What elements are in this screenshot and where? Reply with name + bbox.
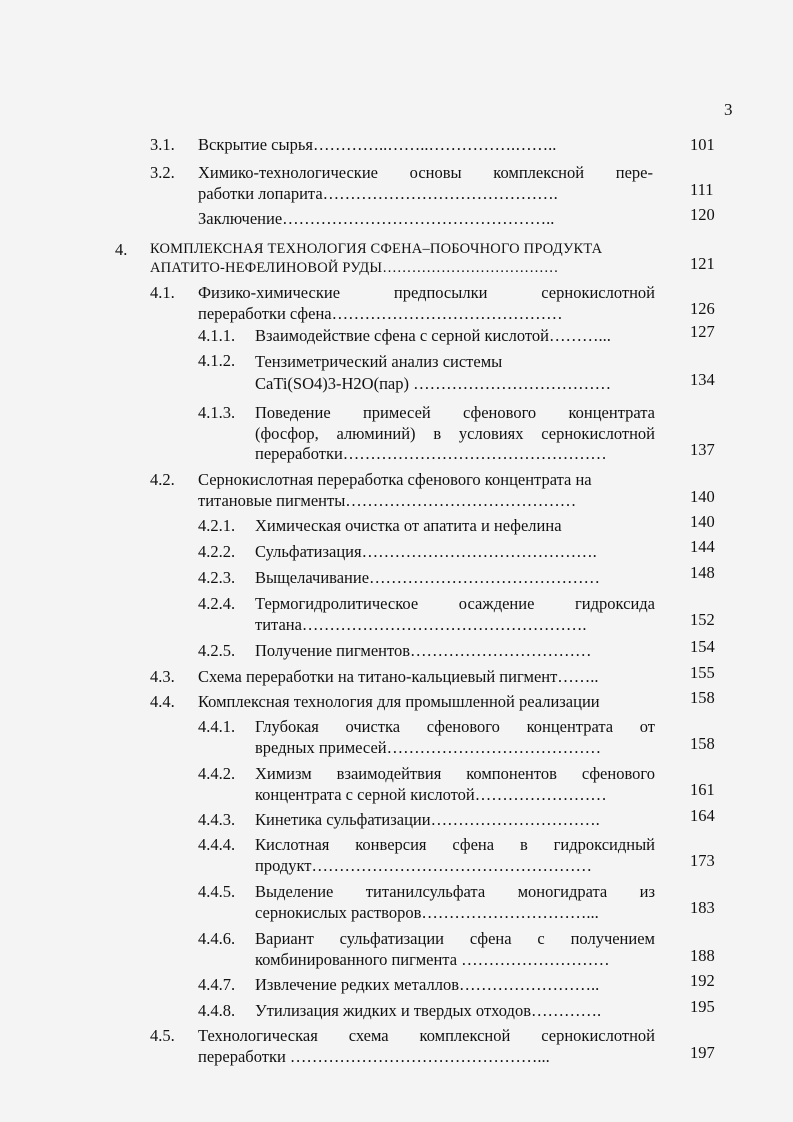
toc-entry-title: Получение пигментов…………………………… [255, 641, 592, 660]
toc-entry-page: 173 [690, 851, 715, 870]
toc-entry-page: 144 [690, 537, 715, 556]
toc-entry-page: 197 [690, 1043, 715, 1062]
toc-entry-page: 195 [690, 997, 715, 1016]
toc-entry-title: Химическая очистка от апатита и нефелина [255, 516, 562, 535]
toc-entry-number: 4.4.5. [198, 882, 236, 901]
toc-entry-page: 140 [690, 512, 715, 531]
toc-entry-number: 4.2. [150, 470, 175, 489]
toc-entry-page: 164 [690, 806, 715, 825]
toc-entry-title: вредных примесей………………………………… [255, 737, 602, 757]
toc-entry-title: Поведение примесей сфенового концентрата [255, 403, 655, 422]
toc-entry-page: 154 [690, 637, 715, 656]
toc-entry-number: 4.4.7. [198, 975, 236, 994]
toc-entry-title: комбинированного пигмента ……………………… [255, 949, 610, 969]
toc-entry-page: 111 [690, 180, 714, 199]
toc-entry-page: 134 [690, 370, 715, 389]
toc-entry-number: 4.1.3. [198, 403, 236, 422]
toc-entry-page: 152 [690, 610, 715, 629]
toc-entry-number: 4.2.2. [198, 542, 236, 561]
toc-entry-page: 120 [690, 205, 715, 224]
toc-entry-number: 4.2.3. [198, 568, 236, 587]
toc-entry-title: Выщелачивание…………………………………… [255, 568, 601, 587]
toc-entry-title: Глубокая очистка сфенового концентрата от [255, 717, 655, 736]
toc-entry-title: CaTi(SO4)3-H2O(пар) ……………………………… [255, 374, 612, 393]
toc-entry-title: (фосфор, алюминий) в условиях сернокислотной [255, 423, 655, 443]
toc-entry-title: Технологическая схема комплексной сернокислотной [198, 1026, 655, 1045]
toc-entry-number: 4.1.2. [198, 351, 236, 370]
toc-entry-title: Химико-технологические основы комплексной пере- [198, 163, 653, 182]
toc-entry-number: 4.2.5. [198, 641, 236, 660]
toc-entry-page: 126 [690, 299, 715, 318]
toc-entry-title: Заключение………………………………………….. [198, 209, 555, 228]
toc-entry-page: 137 [690, 440, 715, 459]
toc-entry-title: продукт…………………………………………… [255, 855, 593, 875]
toc-entry-title: сернокислых растворов…………………………... [255, 902, 599, 922]
toc-entry-page: 188 [690, 946, 715, 965]
page-number: 3 [724, 100, 733, 119]
toc-entry-page: 140 [690, 487, 715, 506]
toc-entry-page: 192 [690, 971, 715, 990]
toc-entry-number: 3.1. [150, 135, 175, 154]
toc-entry-page: 155 [690, 663, 715, 682]
toc-entry-title: Кислотная конверсия сфена в гидроксидный [255, 835, 655, 854]
toc-entry-title: Химизм взаимодейтвия компонентов сфенового [255, 764, 655, 783]
toc-entry-number: 4.2.1. [198, 516, 236, 535]
toc-entry-number: 4.5. [150, 1026, 175, 1045]
toc-entry-title: Термогидролитическое осаждение гидроксида [255, 594, 655, 613]
toc-entry-number: 4.4.2. [198, 764, 236, 783]
toc-entry-title: переработки сфена…………………………………… [198, 303, 563, 323]
toc-entry-page: 158 [690, 734, 715, 753]
toc-entry-title: Взаимодействие сфена с серной кислотой………... [255, 326, 611, 345]
toc-entry-title: Схема переработки на титано-кальциевый пигмент…….. [198, 667, 599, 686]
toc-entry-number: 3.2. [150, 163, 175, 182]
toc-entry-number: 4.4.6. [198, 929, 236, 948]
toc-entry-title: Физико-химические предпосылки сернокислотной [198, 283, 655, 302]
toc-entry-number: 4.4.8. [198, 1001, 236, 1020]
toc-entry-title: Сернокислотная переработка сфенового концентрата на [198, 470, 592, 489]
toc-entry-title: Вскрытие сырья…………..……..…………….…….. [198, 135, 557, 154]
toc-entry-title: Сульфатизация……………………………………. [255, 542, 597, 561]
toc-entry-title: концентрата с серной кислотой…………………… [255, 784, 607, 804]
toc-entry-title: Вариант сульфатизации сфена с получением [255, 929, 655, 948]
toc-entry-number: 4. [115, 240, 128, 259]
toc-entry-number: 4.3. [150, 667, 175, 686]
toc-entry-number: 4.2.4. [198, 594, 236, 613]
toc-entry-number: 4.4.4. [198, 835, 236, 854]
toc-entry-number: 4.1. [150, 283, 175, 302]
toc-entry-page: 101 [690, 135, 715, 154]
toc-entry-title: Утилизация жидких и твердых отходов…………. [255, 1001, 602, 1020]
toc-entry-title: работки лопарита……………………………………. [198, 183, 558, 203]
toc-entry-title: АПАТИТО-НЕФЕЛИНОВОЙ РУДЫ……………………………… [150, 260, 559, 276]
toc-entry-title: Комплексная технология для промышленной реализации [198, 692, 600, 711]
toc-entry-title: Кинетика сульфатизации…………………………. [255, 810, 600, 829]
toc-entry-title: Извлечение редких металлов…………………….. [255, 975, 600, 994]
toc-entry-title: титановые пигменты…………………………………… [198, 490, 577, 510]
toc-entry-title: КОМПЛЕКСНАЯ ТЕХНОЛОГИЯ СФЕНА–ПОБОЧНОГО ПРОДУКТА [150, 241, 603, 257]
toc-entry-page: 127 [690, 322, 715, 341]
toc-entry-title: титана……………………………………………. [255, 614, 587, 634]
toc-entry-page: 121 [690, 254, 715, 273]
toc-entry-number: 4.4.3. [198, 810, 236, 829]
toc-entry-page: 161 [690, 780, 715, 799]
toc-entry-number: 4.1.1. [198, 326, 236, 345]
toc-entry-title: Тензиметрический анализ системы [255, 352, 503, 371]
toc-entry-page: 158 [690, 688, 715, 707]
toc-entry-number: 4.4. [150, 692, 175, 711]
toc-entry-title: переработки ………………………………………... [198, 1046, 550, 1066]
toc-entry-title: переработки………………………………………… [255, 444, 607, 463]
toc-entry-page: 148 [690, 563, 715, 582]
toc-entry-title: Выделение титанилсульфата моногидрата из [255, 882, 655, 901]
toc-entry-number: 4.4.1. [198, 717, 236, 736]
toc-entry-page: 183 [690, 898, 715, 917]
